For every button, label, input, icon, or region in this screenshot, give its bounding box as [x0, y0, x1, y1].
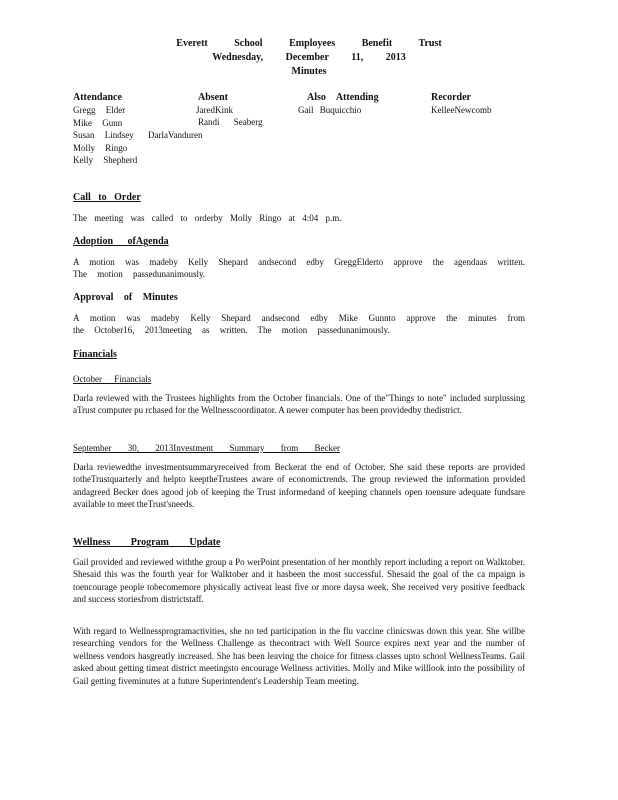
attendees-list — [73, 104, 137, 167]
financials-heading: Financials — [73, 349, 117, 360]
attendee: Mike Gunn — [73, 117, 123, 128]
absent-item: JaredKink — [196, 105, 233, 115]
investment-summary-heading: September 30, 2013Investment Summary from Becker — [73, 443, 340, 453]
recorder-heading: Recorder — [431, 92, 471, 103]
investment-summary-text: Darla reviewedthe investmentsummaryreceived from Beckerat the end of October. She said these reports are provided totheTrustquarterly and helpto keeptheTrustees aware of economictrends. The group reviewed the information provided andagreed Becker does agood job of keeping the Trust informedand of keeping channels open toensure adequate fundsare available to meet theTrust'sneeds. — [73, 462, 525, 510]
adoption-text: A motion was madeby Kelly Shepard andsecond edby GreggElderto approve the agendaas written. The motion passedunanimously. — [73, 257, 525, 280]
absent-heading: Absent — [198, 92, 229, 103]
approval-heading: Approval of Minutes — [73, 292, 178, 303]
attendee: Kelly Shepherd — [73, 155, 138, 165]
wellness-text-2: With regard to Wellnessprogramactivities, she no ted participation in the flu vaccine clinicswas down this year. She willbe researching vendors for the Wellness Challenge as thecontract with Well Source expires next year and the number of wellness vendors hasgreatly increased. She has been leaving the choice for fitness classes upto school WellnessTeams. Gail asked about getting timeat district meetingsto encourage Wellness activities. Molly and Mike willlook into the possibility of Gail getting fiveminutes at a future Superintendent's Leadership Team meeting. — [73, 626, 525, 686]
also-attending-item: Gail Buquicchio — [298, 105, 362, 115]
call-to-order-heading: Call to Order — [73, 192, 141, 203]
meeting-date: Wednesday, December 11, 2013 — [212, 52, 406, 63]
absent-item: DarlaVanduren — [148, 130, 203, 140]
also-attending-heading: Also Attending — [307, 92, 379, 103]
wellness-heading: Wellness Program Update — [73, 537, 221, 548]
wellness-text-1: Gail provided and reviewed withthe group a Po werPoint presentation of her monthly report including a report on Walktober. Shesaid this was the fourth year for Walktober and it hasbeen the most successful. Shesaid the goal of the ca mpaign is toencourage people tobecomemore physically activeat least five or more daysa week. She received very positive feedback and success storiesfrom districtstaff. — [73, 557, 525, 605]
october-financials-text: Darla reviewed with the Trustees highlights from the October financials. One of the"Things to note" included surplussing aTrust computer pu rchased for the Wellnesscoordinator. A newer computer has been providedby thedistrict. — [73, 393, 525, 416]
minutes-label: Minutes — [291, 66, 327, 77]
document-title: Everett School Employees Benefit Trust — [176, 38, 442, 49]
attendee: Susan Lindsey — [73, 130, 134, 140]
absent-item: Randi Seaberg — [198, 117, 263, 127]
recorder-name: KelleeNewcomb — [431, 105, 492, 115]
approval-text: A motion was madeby Kelly Shepard andsecond edby Mike Gunnto approve the minutes from the October16, 2013meeting as written. The motion passedunanimously. — [73, 313, 525, 336]
attendance-heading: Attendance — [73, 92, 122, 103]
october-financials-heading: October Financials — [73, 374, 152, 384]
adoption-heading: Adoption ofAgenda — [73, 236, 169, 247]
attendee: Molly Ringo — [73, 142, 128, 153]
attendee: Gregg Elder — [73, 105, 126, 115]
call-to-order-text: The meeting was called to orderby Molly Ringo at 4:04 p.m. — [73, 213, 342, 223]
